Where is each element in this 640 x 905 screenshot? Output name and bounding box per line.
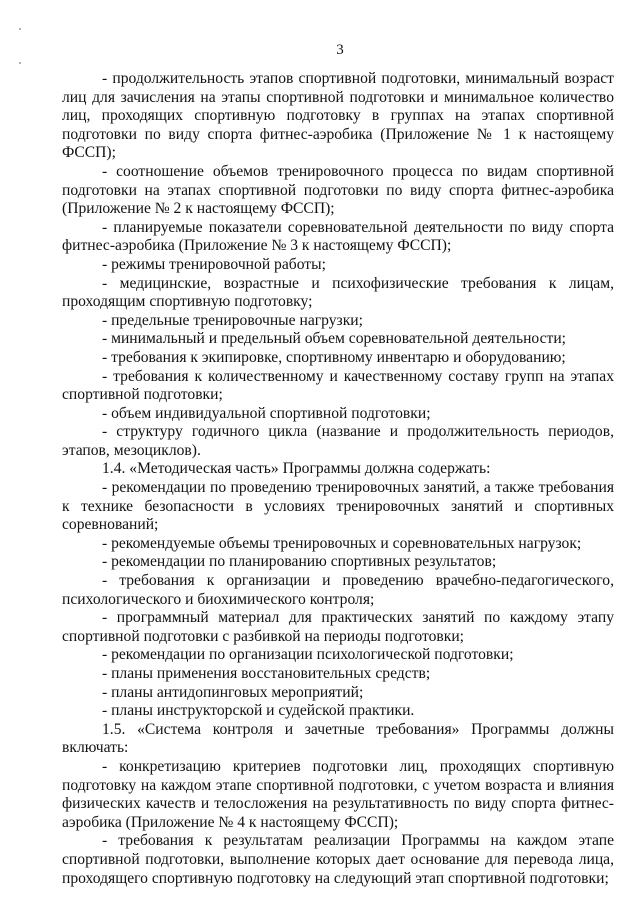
paragraph: - соотношение объемов тренировочного процесса по видам спортивной подготовки на этапах спортивной подготовки по виду спорта фитнес-аэробика (Приложение № 2 к настоящему ФССП); <box>62 162 614 218</box>
paragraph: - медицинские, возрастные и психофизические требования к лицам, проходящим спортивную подготовку; <box>62 274 614 311</box>
paragraph: - объем индивидуальной спортивной подготовки; <box>102 404 431 422</box>
document-body <box>62 70 614 888</box>
paragraph: - программный материал для практических занятий по каждому этапу спортивной подготовки с разбивкой на периоды подготовки; <box>62 609 614 645</box>
paragraph: - рекомендации по планированию спортивных результатов; <box>102 553 497 571</box>
paragraph: - продолжительность этапов спортивной подготовки, минимальный возраст лиц для зачисления на этапы спортивной подготовки и минимальное количество лиц, проходящих спортивную подготовку в группах на этапах спортивной подготовки по виду спорта фитнес-аэробика (Приложение № 1 к настоящему ФССП); <box>62 70 614 162</box>
paragraph: - режимы тренировочной работы; <box>102 255 326 273</box>
paragraph: - рекомендации по организации психологической подготовки; <box>102 646 514 664</box>
paragraph: - планы антидопинговых мероприятий; <box>102 683 364 701</box>
section-heading: 1.4. «Методическая часть» Программы должна содержать: <box>102 460 491 478</box>
page-number: 3 <box>336 42 344 58</box>
scan-mark <box>19 62 21 64</box>
section-heading: 1.5. «Система контроля и зачетные требования» Программы должны включать: <box>62 720 614 757</box>
paragraph: - требования к организации и проведению врачебно-педагогического, психологического и биохимического контроля; <box>62 572 614 608</box>
paragraph: - требования к экипировке, спортивному инвентарю и оборудованию; <box>102 348 566 366</box>
paragraph: - планируемые показатели соревновательной деятельности по виду спорта фитнес-аэробика (Приложение № 3 к настоящему ФССП); <box>62 218 614 255</box>
paragraph: - конкретизацию критериев подготовки лиц, проходящих спортивную подготовку на каждом этапе спортивной подготовки, с учетом возраста и влияния физических качеств и телосложения на результативность по виду спорта фитнес-аэробика (Приложение № 4 к настоящему ФССП); <box>62 757 614 831</box>
paragraph: - требования к результатам реализации Программы на каждом этапе спортивной подготовки, выполнение которых дает основание для перевода лица, проходящего спортивную подготовку на следующий этап спортивной подготовки; <box>62 832 614 887</box>
paragraph: - планы инструкторской и судейской практики. <box>102 702 415 720</box>
paragraph: - предельные тренировочные нагрузки; <box>102 311 363 329</box>
paragraph: - планы применения восстановительных средств; <box>102 665 431 682</box>
paragraph: - требования к количественному и качественному составу групп на этапах спортивной подготовки; <box>62 367 614 404</box>
paragraph: - рекомендации по проведению тренировочных занятий, а также требования к технике безопасности в условиях тренировочных занятий и спортивных соревнований; <box>62 479 614 534</box>
paragraph: - структуру годичного цикла (название и продолжительность периодов, этапов, мезоциклов). <box>62 423 614 459</box>
paragraph: - минимальный и предельный объем соревновательной деятельности; <box>102 330 567 348</box>
paragraph: - рекомендуемые объемы тренировочных и соревновательных нагрузок; <box>102 534 582 552</box>
scan-mark <box>19 28 21 30</box>
